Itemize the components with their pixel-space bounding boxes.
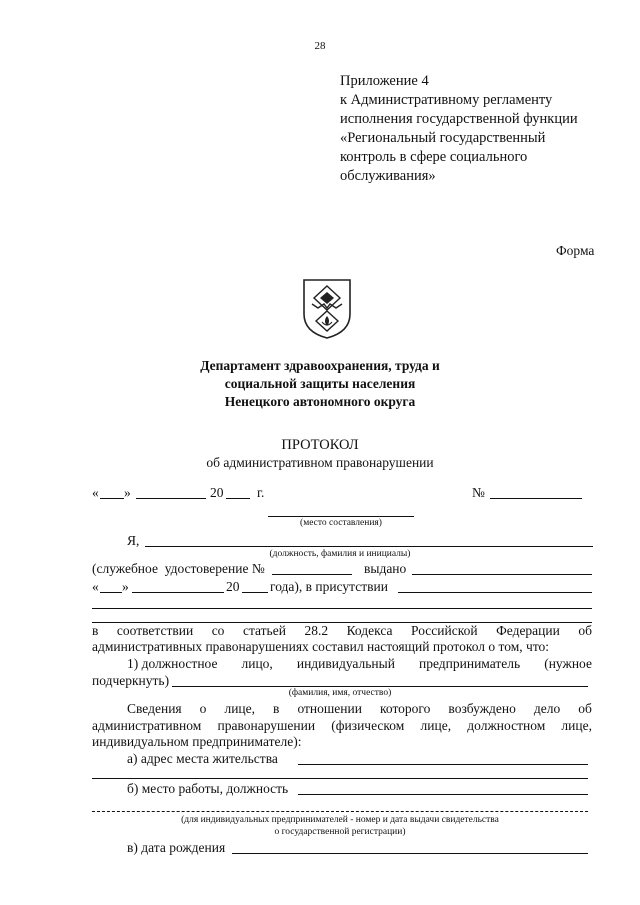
date-row: [92, 485, 592, 503]
item1-cont: подчеркнуть): [92, 673, 170, 688]
open-quote: «: [92, 579, 99, 594]
article-word: об: [578, 623, 592, 638]
info-word: административном: [92, 718, 202, 733]
day-field[interactable]: [100, 592, 122, 593]
address-field[interactable]: [298, 764, 588, 765]
date2-row: [92, 579, 592, 597]
position-field[interactable]: [145, 546, 593, 547]
appendix-block: [340, 72, 578, 186]
workplace-field[interactable]: [298, 794, 588, 795]
presence-label: года), в присутствии: [270, 579, 388, 594]
document-title: ПРОТОКОЛ: [281, 437, 359, 453]
info-word: об: [578, 701, 592, 716]
info-word: дело: [533, 701, 561, 716]
article-word: со: [211, 623, 225, 638]
open-quote: «: [92, 485, 99, 500]
year-prefix: 20: [226, 579, 240, 594]
info-word: в: [273, 701, 280, 716]
info-word: лице,: [224, 701, 256, 716]
item1-word: предприниматель: [418, 656, 521, 671]
department-block: [150, 357, 490, 411]
month-field[interactable]: [132, 592, 224, 593]
info-word: лице,: [561, 718, 592, 733]
close-quote: »: [124, 485, 131, 500]
item1-line: [127, 656, 592, 672]
item1-word: индивидуальный: [296, 656, 395, 671]
item1-word: лицо,: [241, 656, 273, 671]
article-line-2: административных правонарушениях составил настоящий протокол о том, что:: [92, 639, 550, 654]
protocol-number-field[interactable]: [490, 498, 582, 499]
caption-line: о государственной регистрации): [274, 827, 406, 837]
info-word: Сведения: [127, 701, 182, 716]
item1-word: 1) должностное: [127, 656, 218, 671]
ya-label: Я,: [127, 533, 140, 548]
department-line: социальной защиты населения: [224, 376, 416, 391]
id-number-field[interactable]: [272, 574, 352, 575]
place-field[interactable]: [268, 516, 414, 517]
article-word: соответствии: [116, 623, 194, 638]
info-word: лице,: [420, 718, 452, 733]
article-word: статьей: [242, 623, 286, 638]
appendix-line: исполнения государственной функции: [340, 111, 578, 127]
year-prefix: 20: [210, 485, 224, 500]
article-word: 28.2: [304, 623, 329, 638]
close-quote: »: [122, 579, 129, 594]
blank-line[interactable]: [92, 811, 588, 812]
appendix-line: Приложение 4: [340, 73, 429, 89]
info-word: отношении: [297, 701, 362, 716]
blank-line[interactable]: [92, 608, 592, 609]
article-word: Кодекса: [346, 623, 393, 638]
year-field[interactable]: [242, 592, 268, 593]
year-suffix: г.: [257, 485, 265, 500]
issued-label: выдано: [364, 561, 407, 576]
presence-field[interactable]: [398, 592, 592, 593]
info-line-2: [92, 718, 592, 734]
birthdate-field[interactable]: [232, 853, 588, 854]
article-word: Федерации: [496, 623, 560, 638]
id-row: [92, 561, 592, 579]
blank-line[interactable]: [92, 778, 588, 779]
place-caption: (место составления): [300, 518, 382, 528]
article-word: в: [92, 623, 99, 638]
page-number: 28: [314, 40, 326, 52]
info-word: (физическом: [331, 718, 405, 733]
fio-caption: (фамилия, имя, отчество): [288, 688, 392, 698]
day-field[interactable]: [100, 498, 124, 499]
appendix-line: к Административному регламенту: [340, 92, 553, 108]
address-label: а) адрес места жительства: [127, 751, 278, 766]
workplace-label: б) место работы, должность: [127, 781, 289, 796]
appendix-line: контроль в сфере социального: [340, 149, 528, 165]
department-line: Ненецкого автономного округа: [224, 394, 416, 409]
month-field[interactable]: [136, 498, 206, 499]
caption-line: (для индивидуальных предпринимателей - номер и дата выдачи свидетельства: [181, 815, 499, 825]
info-word: правонарушении: [217, 718, 316, 733]
article-line-1: [92, 623, 592, 639]
issued-by-field[interactable]: [412, 574, 592, 575]
info-word: должностном: [467, 718, 546, 733]
id-label: (служебное удостоверение №: [92, 561, 265, 576]
number-sign: №: [472, 485, 485, 500]
info-word: возбуждено: [448, 701, 516, 716]
info-line-3: индивидуальном предпринимателе):: [92, 734, 302, 749]
info-line-1: [127, 701, 592, 717]
appendix-line: обслуживания»: [340, 168, 436, 184]
item1-word: (нужное: [544, 656, 592, 671]
department-line: Департамент здравоохранения, труда и: [200, 358, 440, 373]
info-word: которого: [380, 701, 431, 716]
appendix-line: «Региональный государственный: [340, 130, 546, 146]
document-subtitle: об административном правонарушении: [206, 455, 434, 470]
entrepreneur-caption: [120, 814, 560, 838]
form-label: Форма: [556, 243, 595, 258]
birthdate-label: в) дата рождения: [127, 840, 226, 855]
person-name-field[interactable]: [172, 686, 588, 687]
year-field[interactable]: [226, 498, 250, 499]
position-caption: (должность, фамилия и инициалы): [269, 549, 411, 559]
article-word: Российской: [411, 623, 478, 638]
info-word: о: [199, 701, 207, 716]
coat-of-arms-icon: [302, 278, 352, 340]
